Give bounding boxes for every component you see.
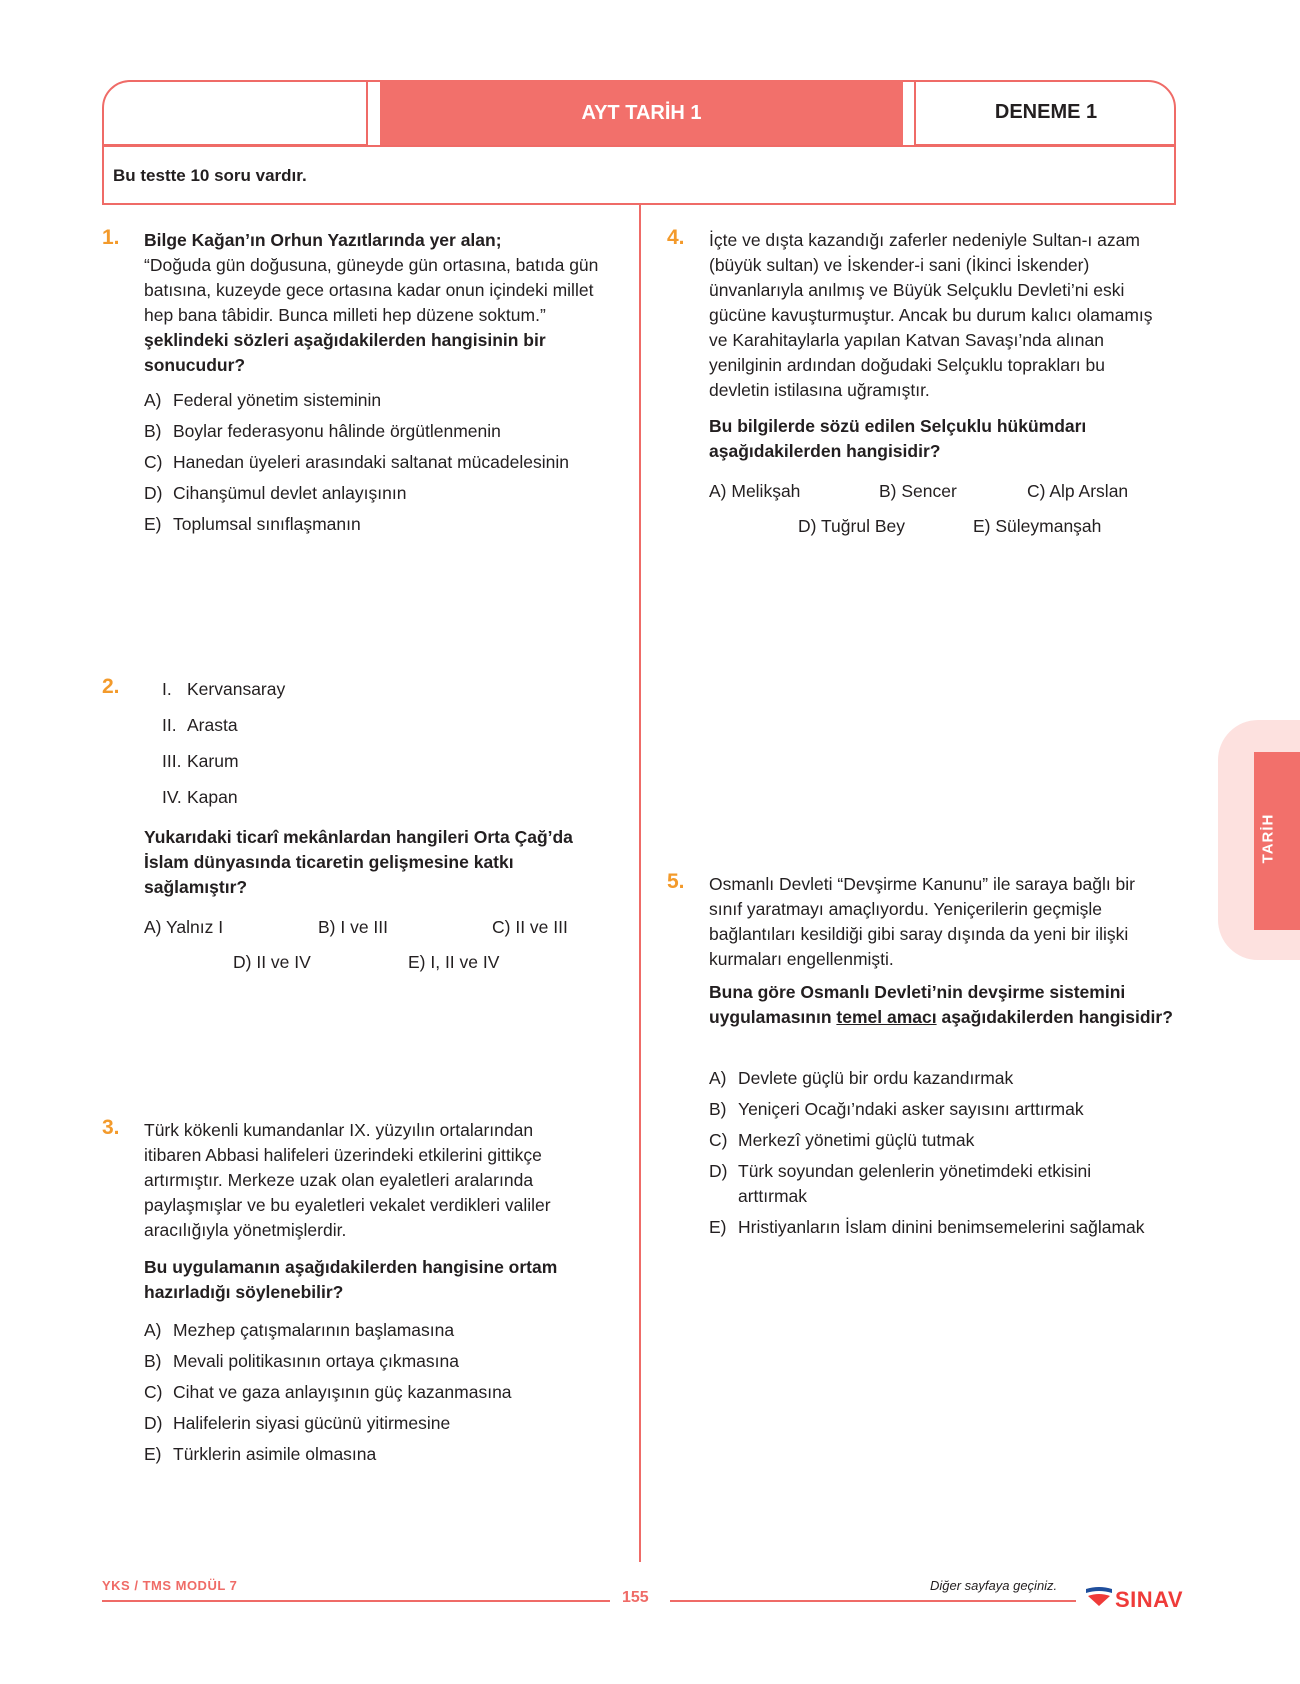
- option-c[interactable]: C) Merkezî yönetimi güçlü tutmak: [709, 1130, 975, 1150]
- question-2-items: [162, 677, 285, 810]
- question-5-stem: Buna göre Osmanlı Devleti’nin devşirme sistemini uygulamasının temel amacı aşağıdakilerden hangisidir?: [709, 982, 1173, 1027]
- option-d[interactable]: D) II ve IV: [233, 952, 311, 972]
- option-b[interactable]: B) Sencer: [879, 481, 957, 501]
- exam-title: AYT TARİH 1: [380, 80, 903, 146]
- option-b[interactable]: B) Boylar federasyonu hâlinde örgütlenmenin: [144, 421, 501, 441]
- deneme-label: DENEME 1: [914, 80, 1176, 146]
- next-page-note: Diğer sayfaya geçiniz.: [930, 1578, 1058, 1593]
- key-phrase: temel amacı: [836, 1007, 937, 1027]
- option-d[interactable]: D) Türk soyundan gelenlerin yönetimdeki etkisini arttırmak: [709, 1161, 1092, 1206]
- question-1-number: 1.: [102, 226, 120, 249]
- sinav-logo: SINAV: [1115, 1587, 1184, 1612]
- option-c[interactable]: C) II ve III: [492, 917, 568, 937]
- question-1-text: [144, 228, 600, 378]
- question-3-text: Türk kökenli kumandanlar IX. yüzyılın ortalarından itibaren Abbasi halifeleri üzerindeki etkilerini gittikçe artırmıştır. Merkeze uzak olan eyaletleri aralarında paylaşmışlar ve bu eyaletleri vekalet verdikleri valiler aracılığıyla yönetmişlerdir.: [144, 1120, 551, 1240]
- question-1-intro: Bilge Kağan’ın Orhun Yazıtlarında yer alan;: [144, 230, 502, 250]
- option-d[interactable]: D) Cihanşümul devlet anlayışının: [144, 483, 407, 503]
- option-e[interactable]: E) I, II ve IV: [408, 952, 500, 972]
- option-c[interactable]: C) Alp Arslan: [1027, 481, 1129, 501]
- option-a[interactable]: A) Federal yönetim sisteminin: [144, 390, 382, 410]
- footer-line-right: [670, 1600, 1076, 1602]
- option-e[interactable]: E) Toplumsal sınıflaşmanın: [144, 514, 361, 534]
- option-a[interactable]: A) Mezhep çatışmalarının başlamasına: [144, 1320, 455, 1340]
- question-5-options: [709, 1066, 1189, 1240]
- header-blank-cell: [102, 80, 368, 146]
- module-label: YKS / TMS MODÜL 7: [102, 1578, 238, 1593]
- question-5-number: 5.: [667, 870, 685, 893]
- question-1-quote: “Doğuda gün doğusuna, güneyde gün ortasına, batıda gün batısına, kuzeyde gece ortasına kadar onun içindeki millet hep bana tâbidir. Bunca milleti hep düzene soktum.”: [144, 255, 599, 325]
- option-b[interactable]: B) I ve III: [318, 917, 389, 937]
- question-1-options: [144, 388, 569, 537]
- question-5-text: Osmanlı Devleti “Devşirme Kanunu” ile saraya bağlı bir sınıf yaratmayı amaçlıyordu. Yeniçerilerin geçmişle bağlantıları kesildiği gibi saray dışında da yeni bir ilişki kurmaları engellenmişti.: [709, 874, 1135, 969]
- question-4-number: 4.: [667, 226, 685, 249]
- option-e[interactable]: E) Türklerin asimile olmasına: [144, 1444, 377, 1464]
- option-a[interactable]: A) Yalnız I: [144, 917, 224, 937]
- question-2-stem: Yukarıdaki ticarî mekânlardan hangileri Orta Çağ’da İslam dünyasında ticaretin gelişmesine katkı sağlamıştır?: [144, 827, 573, 897]
- side-tab-label: TARİH: [1259, 813, 1277, 864]
- option-d[interactable]: D) Tuğrul Bey: [798, 516, 905, 536]
- option-a[interactable]: A) Devlete güçlü bir ordu kazandırmak: [709, 1068, 1014, 1088]
- option-b[interactable]: B) Mevali politikasının ortaya çıkmasına: [144, 1351, 459, 1371]
- question-1-stem: şeklindeki sözleri aşağıdakilerden hangisinin bir sonucudur?: [144, 330, 546, 375]
- option-b[interactable]: B) Yeniçeri Ocağı’ndaki asker sayısını arttırmak: [709, 1099, 1084, 1119]
- question-4-text: İçte ve dışta kazandığı zaferler nedeniyle Sultan-ı azam (büyük sultan) ve İskender-i sani (İkinci İskender) ünvanlarıyla anılmış ve Büyük Selçuklu Devleti’ni eski gücüne kavuşturmuştur. Ancak bu durum kalıcı olamamış ve Karahitaylarla yapılan Katvan Savaşı’nda alınan yenilginin ardından doğudaki Selçuklu toprakları bu devletin istilasına uğramıştır.: [709, 230, 1153, 400]
- question-3-stem: Bu uygulamanın aşağıdakilerden hangisine ortam hazırladığı söylenebilir?: [144, 1257, 558, 1302]
- question-2-number: 2.: [102, 675, 120, 698]
- option-e[interactable]: E) Hristiyanların İslam dinini benimsemelerini sağlamak: [709, 1217, 1145, 1237]
- option-c[interactable]: C) Cihat ve gaza anlayışının güç kazanmasına: [144, 1382, 512, 1402]
- option-c[interactable]: C) Hanedan üyeleri arasındaki saltanat mücadelesinin: [144, 452, 569, 472]
- list-item: II. Arasta: [162, 715, 238, 735]
- header-divider: [102, 145, 1176, 147]
- option-e[interactable]: E) Süleymanşah: [973, 516, 1102, 536]
- page-number: 155: [622, 1589, 649, 1606]
- option-a[interactable]: A) Melikşah: [709, 481, 801, 501]
- list-item: III. Karum: [162, 751, 239, 771]
- question-count-note: Bu testte 10 soru vardır.: [113, 166, 307, 185]
- question-4-stem: Bu bilgilerde sözü edilen Selçuklu hükümdarı aşağıdakilerden hangisidir?: [709, 416, 1087, 461]
- footer-line-left: [102, 1600, 610, 1602]
- column-divider: [639, 205, 641, 1562]
- question-3-options: [144, 1318, 512, 1467]
- list-item: I. Kervansaray: [162, 679, 286, 699]
- list-item: IV. Kapan: [162, 787, 238, 807]
- question-3-number: 3.: [102, 1116, 120, 1139]
- sinav-logo-icon: [1085, 1585, 1113, 1607]
- option-d[interactable]: D) Halifelerin siyasi gücünü yitirmesine: [144, 1413, 451, 1433]
